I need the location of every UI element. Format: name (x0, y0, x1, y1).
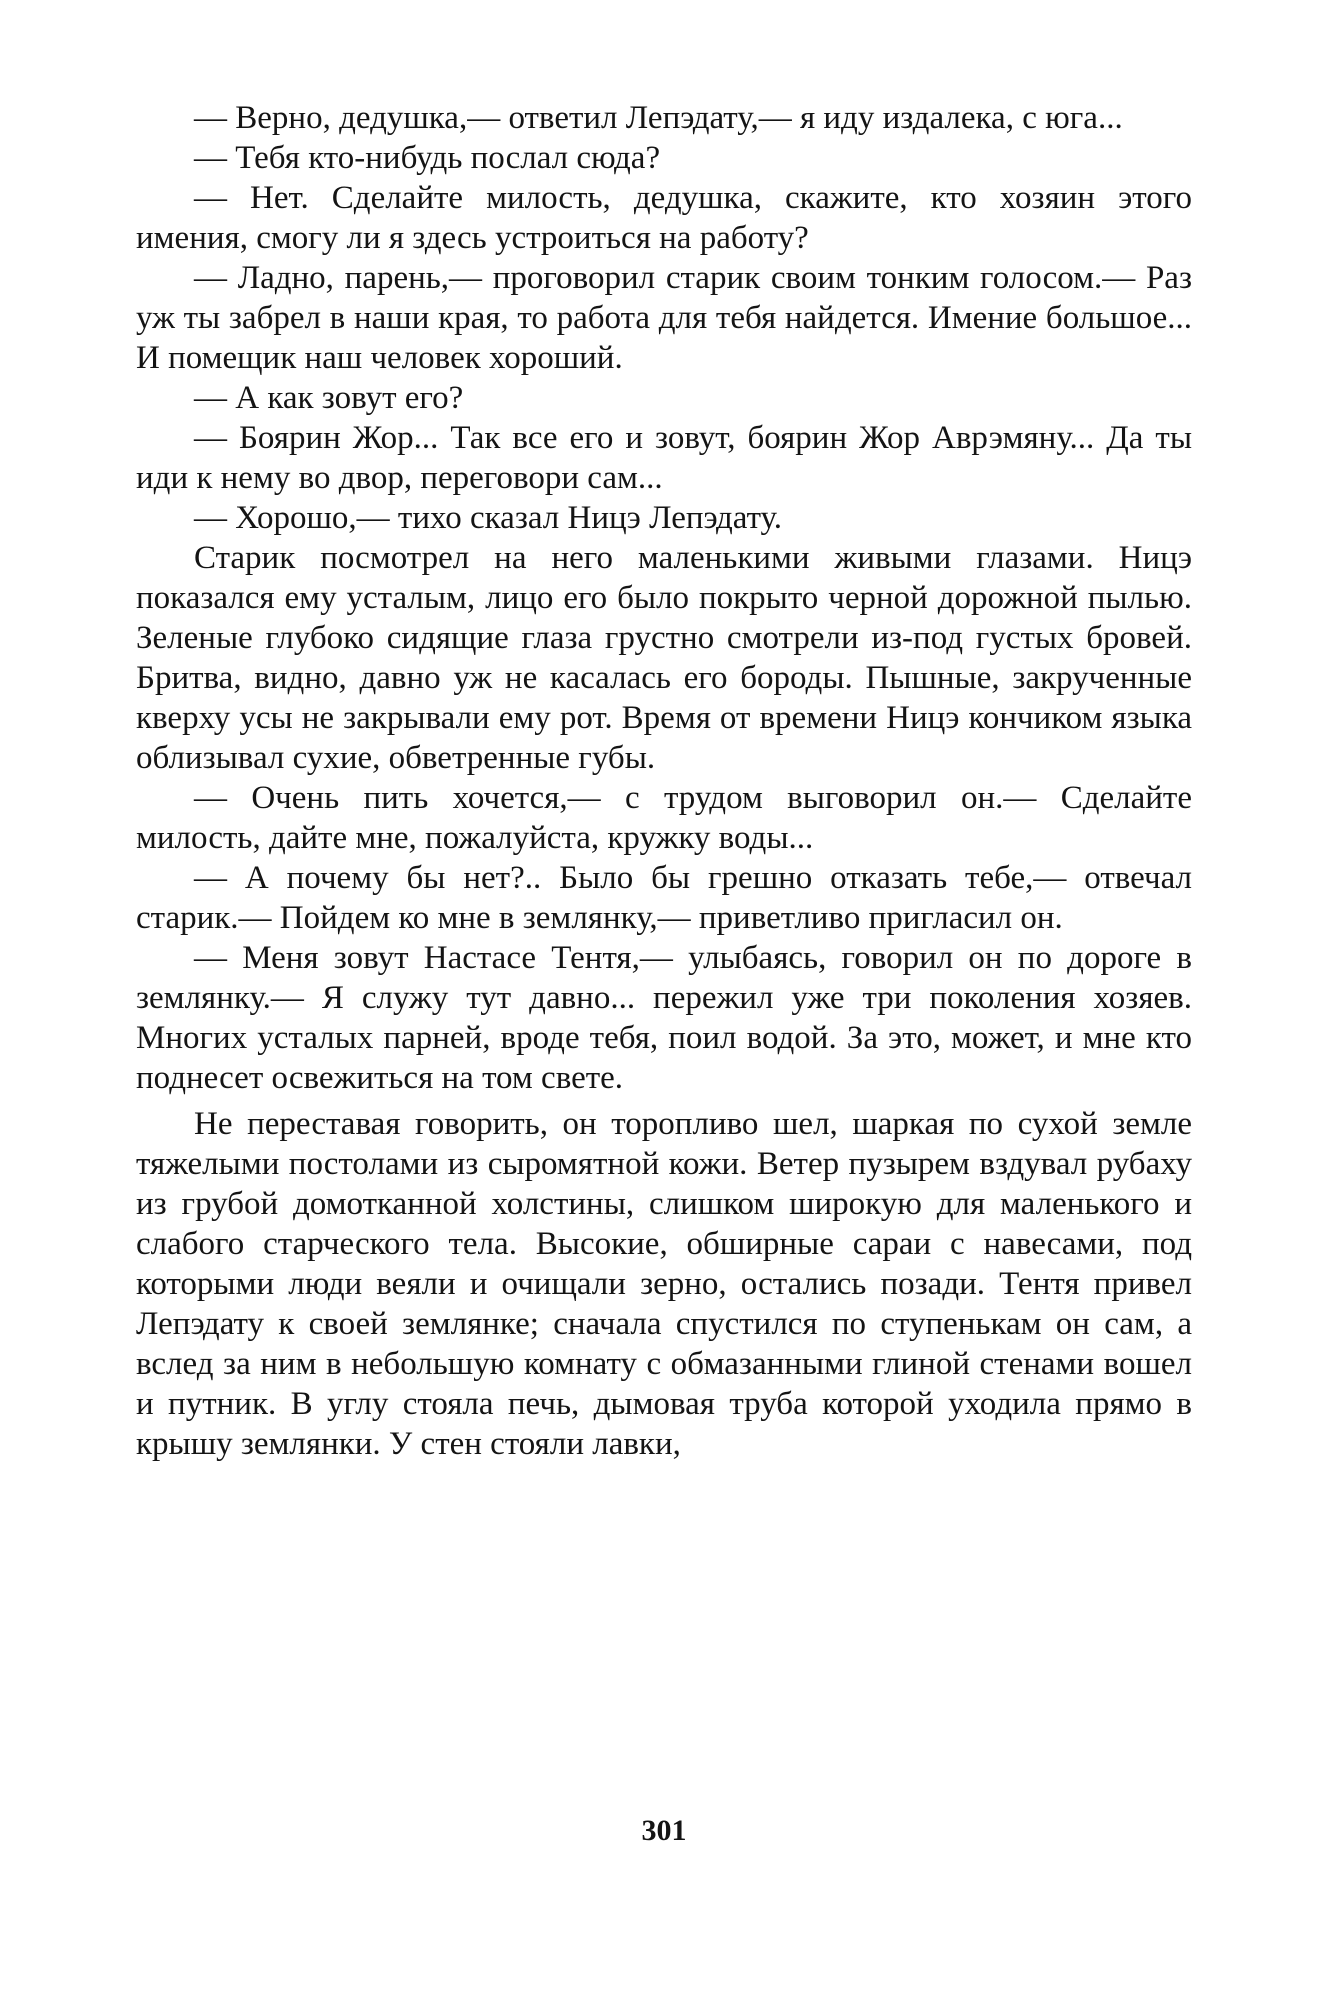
page-body (136, 98, 1192, 1464)
paragraph: — Тебя кто-нибудь послал сюда? (194, 140, 661, 176)
paragraph: — Очень пить хочется,— с трудом выговорил он.— Сделайте милость, дайте мне, пожалуйста, кружку воды... (136, 780, 1192, 856)
paragraph: — А как зовут его? (194, 380, 464, 416)
paragraph: Старик посмотрел на него маленькими живыми глазами. Ницэ показался ему усталым, лицо его было покрыто черной дорожной пылью. Зеленые глубоко сидящие глаза грустно смотрели из-под густых бровей. Бритва, видно, давно уж не касалась его бороды. Пышные, закрученные кверху усы не закрывали ему рот. Время от времени Ницэ кончиком языка облизывал сухие, обветренные губы. (136, 540, 1192, 776)
paragraph: Не переставая говорить, он торопливо шел, шаркая по сухой земле тяжелыми постолами из сыромятной кожи. Ветер пузырем вздувал рубаху из грубой домотканной холстины, слишком широкую для маленького и слабого старческого тела. Высокие, обширные сараи с навесами, под которыми люди веяли и очищали зерно, остались позади. Тентя привел Лепэдату к своей землянке; сначала спустился по ступенькам он сам, а вслед за ним в небольшую комнату с обмазанными глиной стенами вошел и путник. В углу стояла печь, дымовая труба которой уходила прямо в крышу землянки. У стен стояли лавки, (136, 1106, 1192, 1462)
paragraph: — А почему бы нет?.. Было бы грешно отказать тебе,— отвечал старик.— Пойдем ко мне в землянку,— приветливо пригласил он. (136, 860, 1192, 936)
paragraph: — Верно, дедушка,— ответил Лепэдату,— я иду издалека, с юга... (194, 100, 1123, 136)
page-number: 301 (641, 1814, 687, 1847)
paragraph: — Ладно, парень,— проговорил старик своим тонким голосом.— Раз уж ты забрел в наши края, то работа для тебя найдется. Имение большое... И помещик наш человек хороший. (136, 260, 1192, 376)
paragraph: — Хорошо,— тихо сказал Ницэ Лепэдату. (194, 500, 783, 536)
paragraph: — Меня зовут Настасе Тентя,— улыбаясь, говорил он по дороге в землянку.— Я служу тут давно... пережил уже три поколения хозяев. Многих усталых парней, вроде тебя, поил водой. За это, может, и мне кто поднесет освежиться на том свете. (136, 940, 1192, 1096)
paragraph: — Нет. Сделайте милость, дедушка, скажите, кто хозяин этого имения, смогу ли я здесь устроиться на работу? (136, 180, 1192, 256)
paragraph: — Боярин Жор... Так все его и зовут, боярин Жор Аврэмяну... Да ты иди к нему во двор, переговори сам... (136, 420, 1192, 496)
